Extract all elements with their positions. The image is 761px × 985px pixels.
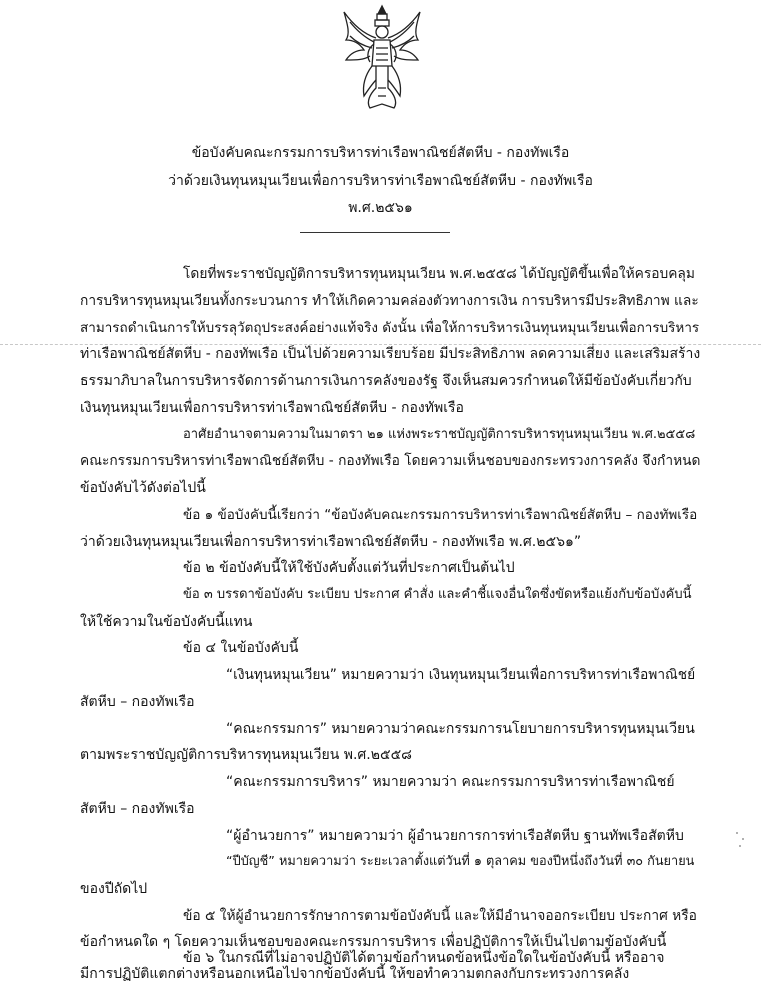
document-year: พ.ศ.๒๕๖๑ [348, 200, 413, 216]
definition-line: “คณะกรรมการบริหาร” หมายความว่า คณะกรรมการบริหารท่าเรือพาณิชย์ [226, 774, 675, 790]
clause-1: ข้อ ๑ ข้อบังคับนี้เรียกว่า “ข้อบังคับคณะกรรมการบริหารท่าเรือพาณิชย์สัตหีบ – กองทัพเรือ [183, 507, 698, 523]
body-line: มีการปฏิบัติแตกต่างหรือนอกเหนือไปจากข้อบังคับนี้ ให้ขอทำความตกลงกับกระทรวงการคลัง [80, 966, 630, 982]
body-line: ว่าด้วยเงินทุนหมุนเวียนเพื่อการบริหารท่าเรือพาณิชย์สัตหีบ - กองทัพเรือ พ.ศ.๒๕๖๑” [80, 534, 582, 550]
body-line: ให้ใช้ความในข้อบังคับนี้แทน [80, 614, 253, 630]
body-line: สัตหีบ – กองทัพเรือ [80, 694, 195, 710]
body-line: เงินทุนหมุนเวียนเพื่อการบริหารท่าเรือพาณิชย์สัตหีบ - กองทัพเรือ [80, 400, 464, 416]
definition-line: “เงินทุนหมุนเวียน” หมายความว่า เงินทุนหมุนเวียนเพื่อการบริหารท่าเรือพาณิชย์ [226, 667, 696, 683]
scan-speck [736, 832, 738, 834]
body-line: สามารถดำเนินการให้บรรลุวัตถุประสงค์อย่างแท้จริง ดังนั้น เพื่อให้การบริหารเงินทุนหมุนเวียนเพื่อการบริหาร [80, 320, 700, 336]
garuda-emblem-icon [340, 4, 424, 112]
body-line: ธรรมาภิบาลในการบริหารจัดการด้านการเงินการคลังของรัฐ จึงเห็นสมควรกำหนดให้มีข้อบังคับเกี่ยวกับ [80, 373, 692, 389]
body-line: ตามพระราชบัญญัติการบริหารทุนหมุนเวียน พ.ศ.๒๕๕๘ [80, 747, 412, 763]
scan-speck [742, 838, 744, 840]
body-line: ข้อกำหนดใด ๆ โดยความเห็นชอบของคณะกรรมการบริหาร เพื่อปฏิบัติการให้เป็นไปตามข้อบังคับนี้ [80, 934, 667, 950]
definition-line: “ผู้อำนวยการ” หมายความว่า ผู้อำนวยการการท่าเรือสัตหีบ ฐานทัพเรือสัตหีบ [226, 828, 684, 844]
body-line: โดยที่พระราชบัญญัติการบริหารทุนหมุนเวียน พ.ศ.๒๕๕๘ ได้บัญญัติขึ้นเพื่อให้ครอบคลุม [183, 266, 695, 282]
body-line: ของปีถัดไป [80, 881, 148, 897]
clause-2: ข้อ ๒ ข้อบังคับนี้ให้ใช้บังคับตั้งแต่วันที่ประกาศเป็นต้นไป [183, 560, 515, 576]
title-divider [300, 232, 450, 233]
body-line: ข้อบังคับไว้ดังต่อไปนี้ [80, 480, 206, 496]
body-line: สัตหีบ – กองทัพเรือ [80, 801, 195, 817]
definition-line: “คณะกรรมการ” หมายความว่าคณะกรรมการนโยบายการบริหารทุนหมุนเวียน [226, 721, 695, 737]
title-line-2: ว่าด้วยเงินทุนหมุนเวียนเพื่อการบริหารท่าเรือพาณิชย์สัตหีบ - กองทัพเรือ [168, 173, 593, 189]
body-line: การบริหารทุนหมุนเวียนทั้งกระบวนการ ทำให้เกิดความคล่องตัวทางการเงิน การบริหารมีประสิทธิภาพ และ [80, 293, 699, 309]
definition-line: “ปีบัญชี” หมายความว่า ระยะเวลาตั้งแต่วันที่ ๑ ตุลาคม ของปีหนึ่งถึงวันที่ ๓๐ กันยายน [226, 854, 695, 869]
body-line: คณะกรรมการบริหารท่าเรือพาณิชย์สัตหีบ - กองทัพเรือ โดยความเห็นชอบของกระทรวงการคลัง จึงกำหนด [80, 453, 701, 469]
clause-3: ข้อ ๓ บรรดาข้อบังคับ ระเบียบ ประกาศ คำสั่ง และคำชี้แจงอื่นใดซึ่งขัดหรือแย้งกับข้อบังคับนี้ [183, 587, 692, 602]
clause-6: ข้อ ๖ ในกรณีที่ไม่อาจปฏิบัติได้ตามข้อกำหนดข้อหนึ่งข้อใดในข้อบังคับนี้ หรืออาจ [183, 950, 665, 966]
scan-speck [739, 845, 741, 847]
clause-5: ข้อ ๕ ให้ผู้อำนวยการรักษาการตามข้อบังคับนี้ และให้มีอำนาจออกระเบียบ ประกาศ หรือ [183, 908, 697, 924]
title-line-1: ข้อบังคับคณะกรรมการบริหารท่าเรือพาณิชย์สัตหีบ - กองทัพเรือ [191, 145, 570, 161]
body-line: ท่าเรือพาณิชย์สัตหีบ - กองทัพเรือ เป็นไปด้วยความเรียบร้อย มีประสิทธิภาพ ลดความเสี่ยง และเสริมสร้าง [80, 346, 701, 362]
clause-4: ข้อ ๔ ในข้อบังคับนี้ [183, 640, 299, 656]
body-line: อาศัยอำนาจตามความในมาตรา ๒๑ แห่งพระราชบัญญัติการบริหารทุนหมุนเวียน พ.ศ.๒๕๕๘ [183, 427, 696, 442]
